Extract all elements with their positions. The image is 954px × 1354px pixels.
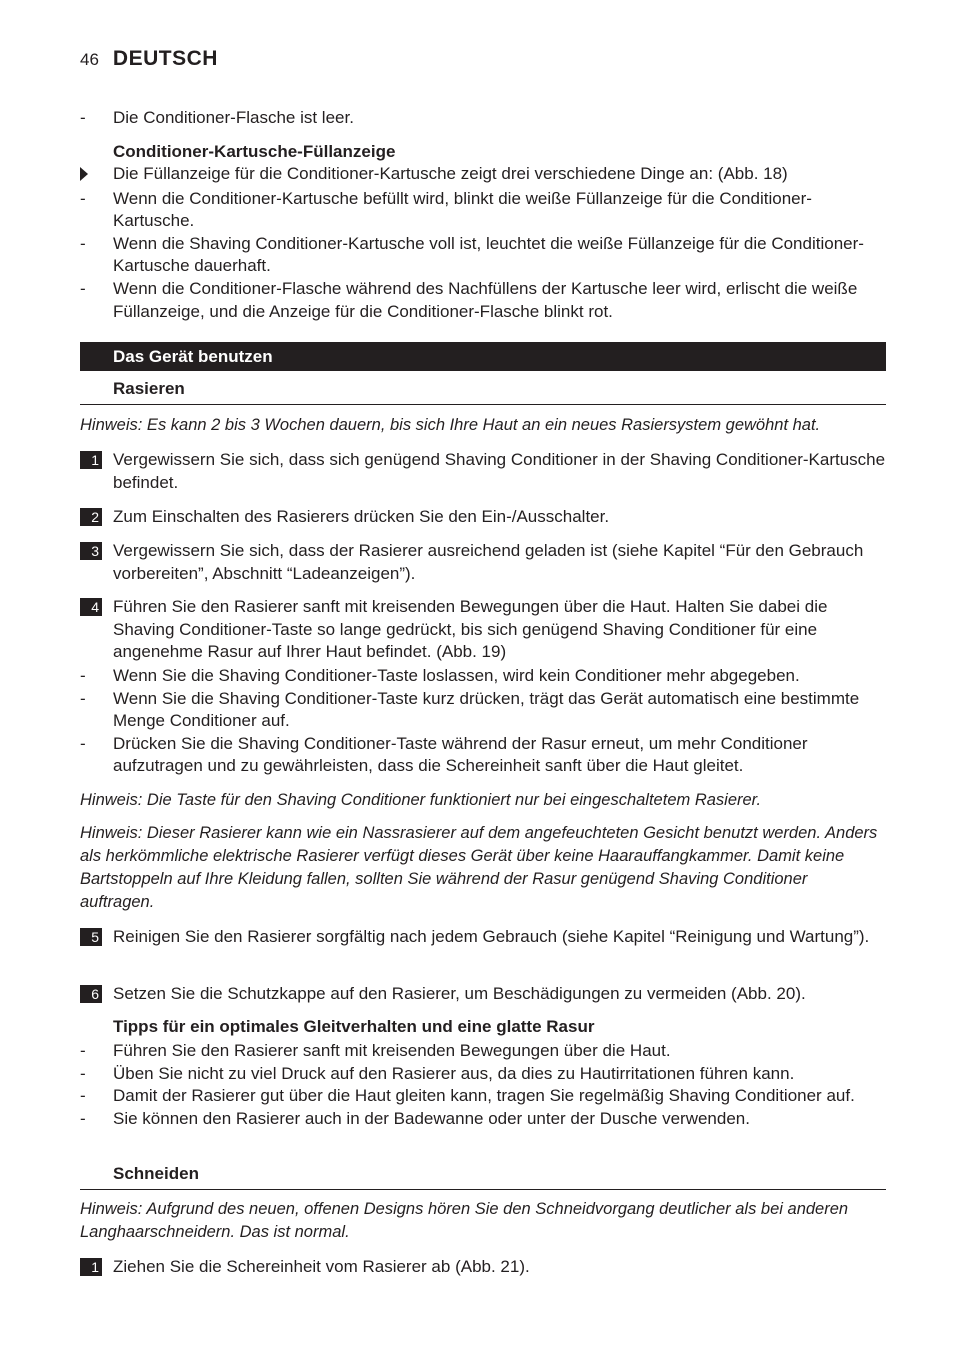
list-item: - Drücken Sie die Shaving Conditioner-Taste während der Rasur erneut, um mehr Conditioner aufzutragen und zu gewährleisten, dass die Schereinheit sanft über die Haut gleitet.: [80, 733, 808, 776]
page-header: [80, 47, 218, 75]
trim-step-1: 1 Ziehen Sie die Schereinheit vom Rasierer ab (Abb. 21).: [80, 1256, 886, 1279]
lead-item: Die Füllanzeige für die Conditioner-Kartusche zeigt drei verschiedene Dinge an: (Abb. 18): [80, 163, 886, 188]
language-title: DEUTSCH: [112, 47, 218, 70]
trim-note: Hinweis: Aufgrund des neuen, offenen Designs hören Sie den Schneidvorgang deutlicher als bei anderen Langhaarschneidern. Das ist normal.: [80, 1200, 849, 1241]
list-item: - Wenn Sie die Shaving Conditioner-Taste kurz drücken, trägt das Gerät automatisch eine bestimmte Menge Conditioner auf.: [80, 688, 860, 731]
step4-list: [80, 665, 886, 778]
step-4: 4 Führen Sie den Rasierer sanft mit kreisenden Bewegungen über die Haut. Halten Sie dabei die Shaving Conditioner-Taste so lange gedrückt, bis sich genügend Shaving Conditioner für eine angenehme Rasur auf Ihrer Haut befindet. (Abb. 19): [80, 596, 886, 664]
list-item: - Wenn die Shaving Conditioner-Kartusche voll ist, leuchtet die weiße Füllanzeige für die Conditioner-Kartusche dauerhaft.: [80, 233, 864, 276]
section-bar: Das Gerät benutzen: [80, 342, 886, 371]
cartridge-list: [80, 163, 886, 323]
page-number: 46: [80, 50, 99, 69]
tips-list: [80, 1040, 886, 1130]
intro-list: [80, 107, 886, 130]
list-item: - Damit der Rasierer gut über die Haut gleiten kann, tragen Sie regelmäßig Shaving Conditioner auf.: [80, 1086, 855, 1106]
step-2: 2 Zum Einschalten des Rasierers drücken Sie den Ein-/Ausschalter.: [80, 506, 886, 529]
step-3: 3 Vergewissern Sie sich, dass der Rasierer ausreichend geladen ist (siehe Kapitel “Für den Gebrauch vorbereiten”, Abschnitt “Ladeanzeigen”).: [80, 540, 886, 585]
shaving-heading: Rasieren: [80, 379, 886, 405]
list-item: - Wenn die Conditioner-Flasche während des Nachfüllens der Kartusche leer wird, erlischt die weiße Füllanzeige, und die Anzeige für die Conditioner-Flasche blinkt rot.: [80, 278, 858, 321]
cartridge-heading: Conditioner-Kartusche-Füllanzeige: [113, 142, 396, 161]
list-item: - Wenn Sie die Shaving Conditioner-Taste loslassen, wird kein Conditioner mehr abgegeben.: [80, 666, 800, 685]
tips-heading: Tipps für ein optimales Gleitverhalten und eine glatte Rasur: [113, 1017, 595, 1036]
list-item: - Wenn die Conditioner-Kartusche befüllt wird, blinkt die weiße Füllanzeige für die Conditioner-Kartusche.: [80, 188, 812, 231]
list-item: - Führen Sie den Rasierer sanft mit kreisenden Bewegungen über die Haut.: [80, 1041, 671, 1060]
step-5: 5 Reinigen Sie den Rasierer sorgfältig nach jedem Gebrauch (siehe Kapitel “Reinigung und Wartung”).: [80, 926, 886, 949]
list-item: - Sie können den Rasierer auch in der Badewanne oder unter der Dusche verwenden.: [80, 1108, 750, 1128]
list-item: - Die Conditioner-Flasche ist leer.: [80, 108, 354, 127]
note-1: Hinweis: Es kann 2 bis 3 Wochen dauern, bis sich Ihre Haut an ein neues Rasiersystem gewöhnt hat.: [80, 416, 821, 434]
note-3: Hinweis: Dieser Rasierer kann wie ein Nassrasierer auf dem angefeuchteten Gesicht benutzt werden. Anders als herkömmliche elektrische Rasierer verfügt dieses Gerät über keine Haarauffangkammer. Damit keine Bartstoppeln auf Ihre Kleidung fallen, sollten Sie während der Rasur genügend Shaving Conditioner auftragen.: [80, 824, 878, 911]
step-1: 1 Vergewissern Sie sich, dass sich genügend Shaving Conditioner in der Shaving Conditioner-Kartusche befindet.: [80, 449, 886, 494]
step-6: 6 Setzen Sie die Schutzkappe auf den Rasierer, um Beschädigungen zu vermeiden (Abb. 20).: [80, 983, 886, 1006]
trim-heading: Schneiden: [80, 1164, 886, 1190]
list-item: - Üben Sie nicht zu viel Druck auf den Rasierer aus, da dies zu Hautirritationen führen kann.: [80, 1063, 795, 1083]
bullet-triangle-icon: [80, 167, 88, 181]
note-2: Hinweis: Die Taste für den Shaving Conditioner funktioniert nur bei eingeschaltetem Rasierer.: [80, 791, 762, 809]
